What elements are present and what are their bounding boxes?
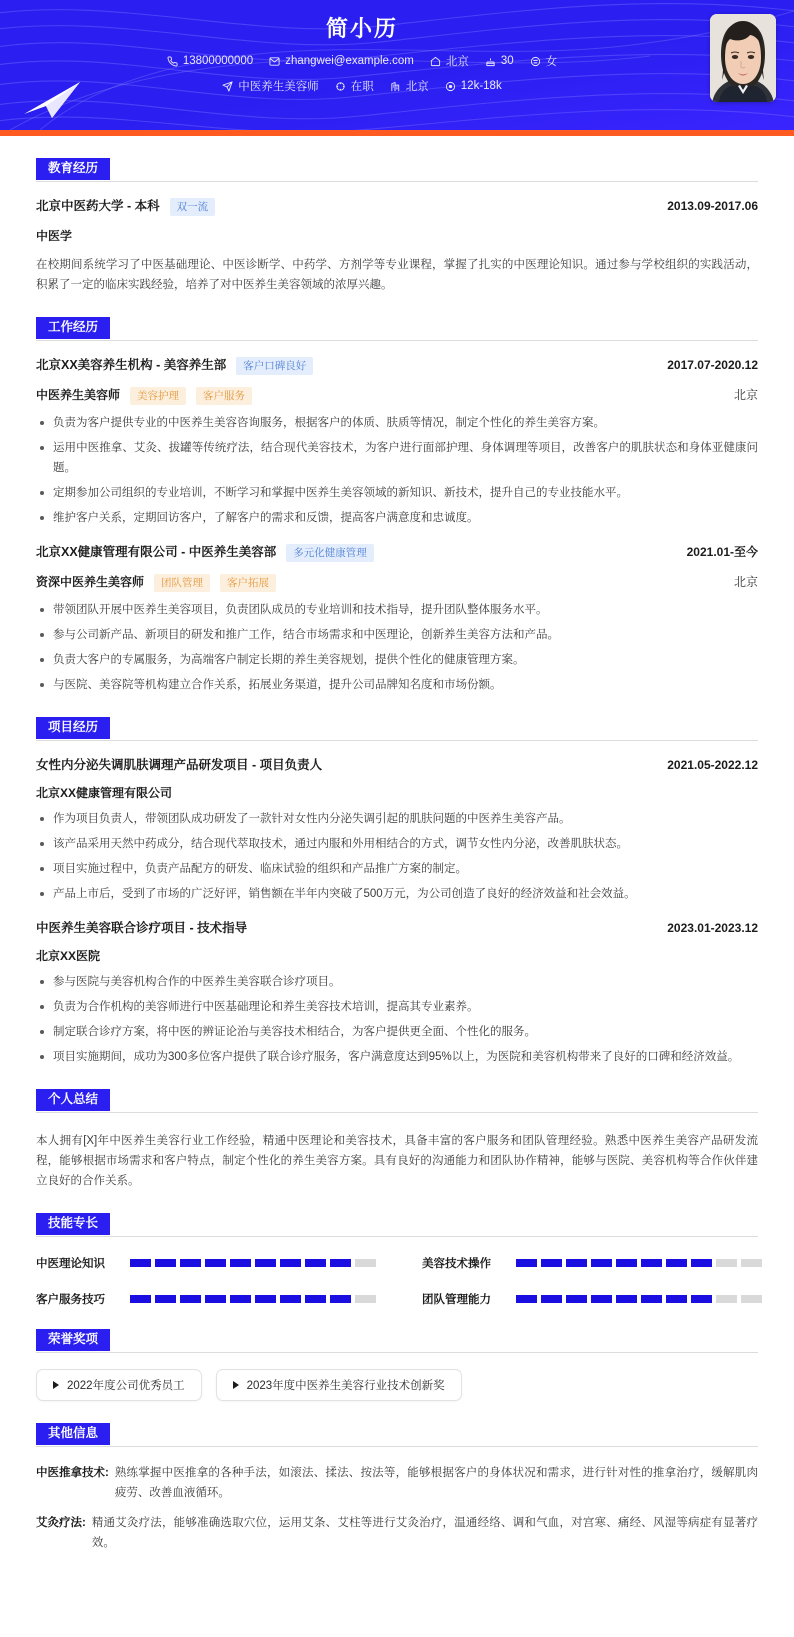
list-item: 与医院、美容院等机构建立合作关系，拓展业务渠道，提升公司品牌知名度和市场份额。 — [36, 675, 758, 695]
award-label: 2023年度中医养生美容行业技术创新奖 — [246, 1380, 445, 1392]
skill-label: 中医理论知识 — [36, 1258, 105, 1270]
work-tag: 客户口碑良好 — [236, 357, 313, 375]
skill-segment — [180, 1259, 201, 1267]
list-item: 运用中医推拿、艾灸、拔罐等传统疗法，结合现代美容技术，为客户进行面部护理、身体调理等项目，改善客户的肌肤状态和身体亚健康问题。 — [36, 438, 758, 478]
skill-segment — [741, 1259, 762, 1267]
contact-salary-text: 12k-18k — [460, 80, 502, 92]
list-item: 负责为客户提供专业的中医养生美容咨询服务，根据客户的体质、肤质等情况，制定个性化的养生美容方案。 — [36, 413, 758, 433]
list-item: 维护客户关系，定期回访客户，了解客户的需求和反馈，提高客户满意度和忠诚度。 — [36, 508, 758, 528]
work-role-tag: 美容护理 — [130, 387, 186, 405]
contact-city-text: 北京 — [405, 81, 429, 93]
skill-segment — [280, 1259, 301, 1267]
project-entry — [36, 741, 758, 904]
avatar-portrait-icon — [710, 14, 776, 102]
skill-segment — [716, 1295, 737, 1303]
skill-segment — [591, 1259, 612, 1267]
work-date: 2021.01-至今 — [686, 545, 758, 559]
skill-segment — [355, 1259, 376, 1267]
list-item: 定期参加公司组织的专业培训，不断学习和掌握中医养生美容领域的新知识、新技术，提升自己的专业技能水平。 — [36, 483, 758, 503]
list-item: 带领团队开展中医养生美容项目，负责团队成员的专业培训和技术指导，提升团队整体服务水平。 — [36, 600, 758, 620]
skill-segment — [566, 1295, 587, 1303]
contact-hometown-text: 北京 — [445, 56, 469, 68]
section-awards-head — [36, 1329, 758, 1351]
mail-icon — [269, 56, 280, 67]
phone-icon — [167, 56, 178, 67]
list-item: 参与公司新产品、新项目的研发和推广工作，结合市场需求和中医理论，创新养生美容方法和产品。 — [36, 625, 758, 645]
work-role-tag: 客户服务 — [196, 387, 252, 405]
cake-icon — [485, 56, 496, 67]
section-work-title: 工作经历 — [36, 317, 110, 339]
list-item: 制定联合诊疗方案，将中医的辨证论治与美容技术相结合，为客户提供更全面、个性化的服务。 — [36, 1022, 758, 1042]
skill-segment — [230, 1259, 251, 1267]
contact-city — [390, 78, 429, 94]
section-skills — [36, 1213, 758, 1307]
contact-position — [222, 78, 319, 94]
contact-age-text: 30 — [500, 55, 514, 67]
award-chip[interactable] — [36, 1369, 202, 1401]
section-work — [36, 317, 758, 695]
award-label: 2022年度公司优秀员工 — [67, 1380, 185, 1392]
other-info-item — [36, 1513, 758, 1553]
section-awards-title: 荣誉奖项 — [36, 1329, 110, 1351]
section-awards — [36, 1329, 758, 1401]
project-name: 中医养生美容联合诊疗项目 - 技术指导 — [36, 921, 248, 935]
skill-segment — [130, 1259, 151, 1267]
skill-segment — [516, 1259, 537, 1267]
work-tag: 多元化健康管理 — [286, 544, 374, 562]
section-projects-title: 项目经历 — [36, 717, 110, 739]
project-entry — [36, 904, 758, 1067]
contact-salary — [445, 80, 502, 92]
skill-segment — [691, 1295, 712, 1303]
work-company: 北京XX美容养生机构 - 美容养生部 — [36, 358, 227, 372]
project-bullets — [36, 809, 758, 904]
salary-icon — [445, 81, 456, 92]
resume-header — [0, 0, 794, 130]
project-bullets — [36, 972, 758, 1067]
skill-rating-bar — [516, 1295, 762, 1303]
education-entry — [36, 182, 758, 295]
other-info-value: 熟练掌握中医推拿的各种手法，如滚法、揉法、按法等，能够根据客户的身体状况和需求，进行针对性的推拿治疗，缓解肌肉疲劳、改善血液循环。 — [114, 1467, 758, 1499]
work-company: 北京XX健康管理有限公司 - 中医养生美容部 — [36, 545, 277, 559]
project-name: 女性内分泌失调肌肤调理产品研发项目 - 项目负责人 — [36, 758, 323, 772]
section-education-title: 教育经历 — [36, 158, 110, 180]
other-info-value: 精通艾灸疗法，能够准确选取穴位，运用艾条、艾柱等进行艾灸治疗，温通经络、调和气血，对宫寒、痛经、风湿等病症有显著疗效。 — [91, 1517, 758, 1549]
section-skills-head — [36, 1213, 758, 1235]
skill-rating-bar — [130, 1295, 376, 1303]
skill-segment — [666, 1295, 687, 1303]
skill-segment — [130, 1295, 151, 1303]
skill-segment — [155, 1295, 176, 1303]
project-date: 2023.01-2023.12 — [667, 921, 758, 935]
skill-label: 客户服务技巧 — [36, 1294, 105, 1306]
avatar — [710, 14, 776, 102]
work-entry — [36, 341, 758, 528]
work-entry — [36, 528, 758, 695]
section-summary-title: 个人总结 — [36, 1089, 110, 1111]
skill-segment — [305, 1259, 326, 1267]
skill-segment — [666, 1259, 687, 1267]
work-date: 2017.07-2020.12 — [667, 358, 758, 372]
skill-segment — [566, 1259, 587, 1267]
list-item: 作为项目负责人，带领团队成功研发了一款针对女性内分泌失调引起的肌肤问题的中医养生美容产品。 — [36, 809, 758, 829]
skill-segment — [355, 1295, 376, 1303]
contact-age — [485, 55, 514, 67]
section-work-head — [36, 317, 758, 339]
contact-row-primary — [0, 53, 794, 69]
other-info-list — [36, 1463, 758, 1553]
skill-segment — [280, 1295, 301, 1303]
list-item: 负责为合作机构的美容师进行中医基础理论和养生美容技术培训，提高其专业素养。 — [36, 997, 758, 1017]
divider — [36, 1352, 758, 1353]
skill-segment — [541, 1259, 562, 1267]
skill-segment — [641, 1295, 662, 1303]
contact-status-text: 在职 — [350, 81, 374, 93]
skill-segment — [230, 1295, 251, 1303]
work-role: 中医养生美容师 — [36, 388, 121, 402]
education-school: 北京中医药大学 - 本科 — [36, 199, 160, 213]
list-item: 项目实施过程中，负责产品配方的研发、临床试验的组织和产品推广方案的制定。 — [36, 859, 758, 879]
section-projects-head — [36, 717, 758, 739]
project-org: 北京XX健康管理有限公司 — [36, 786, 173, 800]
skill-segment — [255, 1295, 276, 1303]
list-item: 负责大客户的专属服务，为高端客户制定长期的养生美容规划，提供个性化的健康管理方案。 — [36, 650, 758, 670]
skill-segment — [516, 1295, 537, 1303]
contact-phone-text: 13800000000 — [182, 55, 254, 67]
skill-segment — [330, 1259, 351, 1267]
education-date: 2013.09-2017.06 — [667, 199, 758, 213]
skill-segment — [330, 1295, 351, 1303]
skill-segment — [741, 1295, 762, 1303]
divider — [36, 1446, 758, 1447]
city-icon — [390, 81, 401, 92]
awards-list — [36, 1369, 758, 1401]
skill-segment — [205, 1295, 226, 1303]
status-icon — [335, 81, 346, 92]
skill-row — [422, 1291, 762, 1307]
skill-segment — [205, 1259, 226, 1267]
contact-phone — [167, 55, 253, 67]
home-icon — [430, 56, 441, 67]
section-education-head — [36, 158, 758, 180]
work-role-tag: 团队管理 — [154, 574, 210, 592]
skill-segment — [641, 1259, 662, 1267]
skill-segment — [255, 1259, 276, 1267]
section-projects — [36, 717, 758, 1067]
section-other-info-title: 其他信息 — [36, 1423, 110, 1445]
page-title: 简小历 — [325, 16, 398, 41]
list-item: 参与医院与美容机构合作的中医养生美容联合诊疗项目。 — [36, 972, 758, 992]
skill-segment — [541, 1295, 562, 1303]
education-tag: 双一流 — [170, 198, 216, 216]
skill-segment — [716, 1259, 737, 1267]
skill-segment — [591, 1295, 612, 1303]
skill-segment — [691, 1259, 712, 1267]
section-other-info — [36, 1423, 758, 1553]
work-location: 北京 — [733, 575, 758, 589]
skill-row — [36, 1291, 376, 1307]
list-item: 项目实施期间，成功为300多位客户提供了联合诊疗服务，客户满意度达到95%以上，为医院和美容机构带来了良好的口碑和经济效益。 — [36, 1047, 758, 1067]
work-location: 北京 — [733, 388, 758, 402]
award-chip[interactable] — [216, 1369, 462, 1401]
divider — [36, 1112, 758, 1113]
gender-icon — [530, 56, 541, 67]
project-org: 北京XX医院 — [36, 949, 101, 963]
work-bullets — [36, 600, 758, 695]
contact-row-secondary — [0, 78, 794, 94]
other-info-item — [36, 1463, 758, 1503]
list-item: 该产品采用天然中药成分，结合现代萃取技术，通过内服和外用相结合的方式，调节女性内分泌，改善肌肤状态。 — [36, 834, 758, 854]
section-skills-title: 技能专长 — [36, 1213, 110, 1235]
contact-position-text: 中医养生美容师 — [238, 81, 319, 93]
work-role: 资深中医养生美容师 — [36, 575, 145, 589]
section-summary-head — [36, 1089, 758, 1111]
education-major: 中医学 — [36, 229, 73, 243]
divider — [36, 1236, 758, 1237]
project-date: 2021.05-2022.12 — [667, 758, 758, 772]
work-bullets — [36, 413, 758, 528]
skill-segment — [155, 1259, 176, 1267]
contact-gender-text: 女 — [545, 56, 558, 68]
skills-grid — [36, 1255, 758, 1307]
section-summary — [36, 1089, 758, 1191]
skill-row — [36, 1255, 376, 1271]
other-info-label: 中医推拿技术: — [36, 1467, 109, 1479]
contact-email-text: zhangwei@example.com — [285, 55, 414, 67]
skill-segment — [305, 1295, 326, 1303]
skill-segment — [616, 1295, 637, 1303]
list-item: 产品上市后，受到了市场的广泛好评，销售额在半年内突破了500万元，为公司创造了良好的经济效益和社会效益。 — [36, 884, 758, 904]
section-other-info-head — [36, 1423, 758, 1445]
contact-hometown — [430, 53, 469, 69]
summary-text: 本人拥有[X]年中医养生美容行业工作经验，精通中医理论和美容技术，具备丰富的客户服务和团队管理经验。熟悉中医养生美容产品研发流程，能够根据市场需求和客户特点，制定个性化的养生美容方案。具有良好的沟通能力和团队协作精神，能够与医院、美容机构等合作伙伴建立良好的合作关系。 — [36, 1135, 758, 1187]
play-triangle-icon — [53, 1381, 59, 1389]
skill-label: 美容技术操作 — [422, 1258, 491, 1270]
resume-body — [0, 158, 794, 1583]
contact-gender — [530, 53, 558, 69]
skill-segment — [180, 1295, 201, 1303]
skill-segment — [616, 1259, 637, 1267]
section-education — [36, 158, 758, 295]
play-triangle-icon — [233, 1381, 239, 1389]
contact-status — [335, 78, 374, 94]
other-info-label: 艾灸疗法: — [36, 1517, 86, 1529]
skill-row — [422, 1255, 762, 1271]
paper-plane-icon — [222, 81, 233, 92]
contact-email — [269, 55, 414, 67]
work-role-tag: 客户拓展 — [220, 574, 276, 592]
education-description: 在校期间系统学习了中医基础理论、中医诊断学、中药学、方剂学等专业课程，掌握了扎实的中医理论知识。通过参与学校组织的实践活动，积累了一定的临床实践经验，培养了对中医养生美容领域的浓厚兴趣。 — [36, 259, 758, 291]
header-accent-bar — [0, 130, 794, 136]
skill-rating-bar — [130, 1259, 376, 1267]
skill-rating-bar — [516, 1259, 762, 1267]
skill-label: 团队管理能力 — [422, 1294, 491, 1306]
